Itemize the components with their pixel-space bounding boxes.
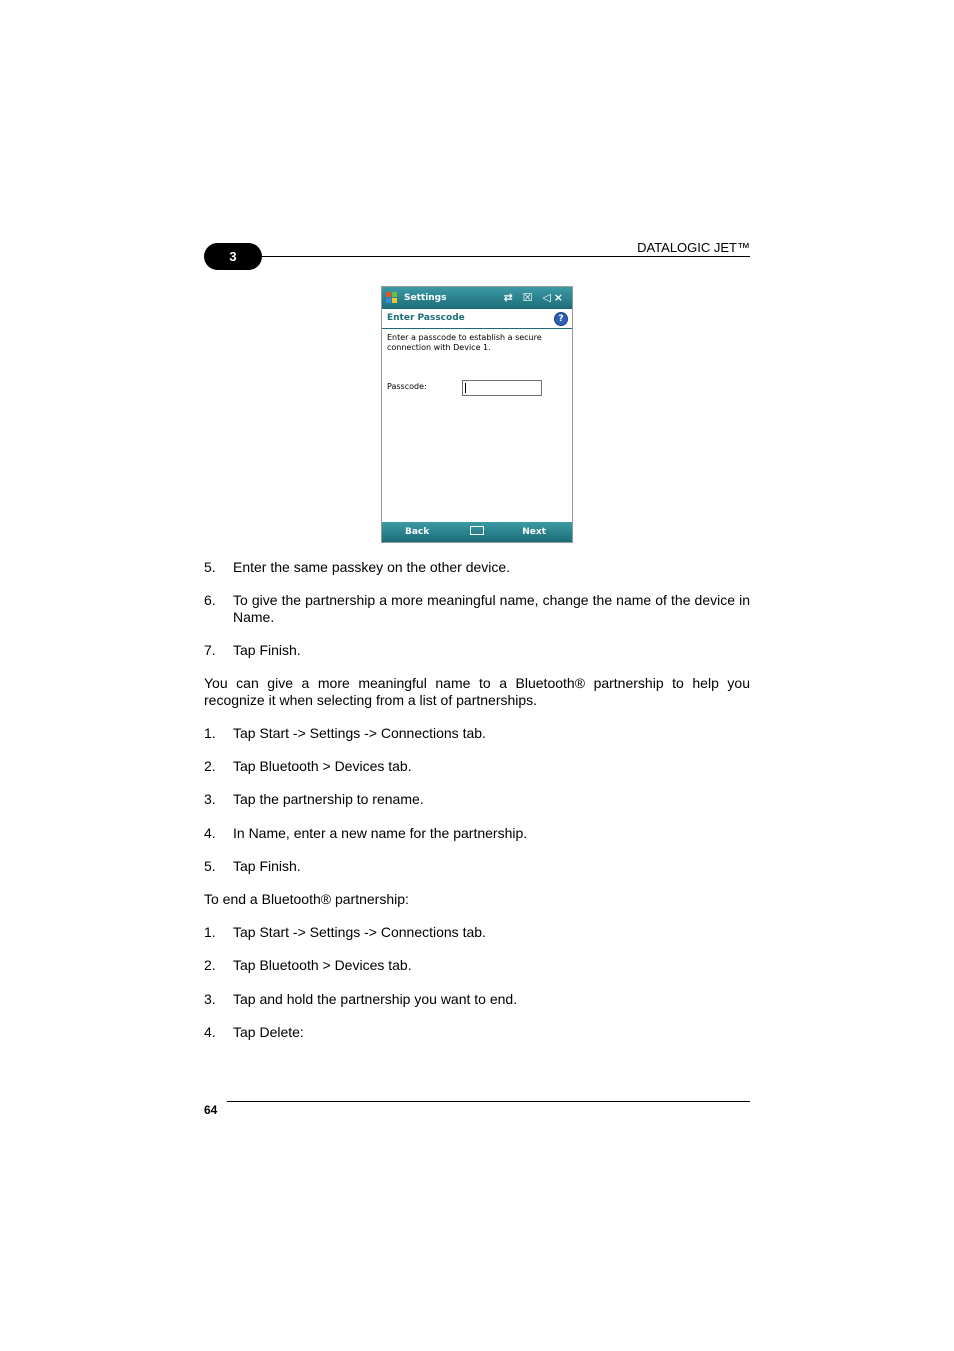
footer-rule [227,1101,750,1102]
back-softkey[interactable]: Back [405,527,430,537]
step-text: Tap the partnership to rename. [233,791,424,807]
step-number: 2. [204,758,216,774]
step-number: 2. [204,957,216,973]
step-number: 4. [204,825,216,841]
step-text: Tap Bluetooth > Devices tab. [233,758,412,774]
step-number: 5. [204,559,216,575]
step-text: Tap and hold the partnership you want to end. [233,991,518,1007]
windows-start-icon[interactable] [386,292,398,304]
help-icon[interactable]: ? [554,312,568,326]
status-icons[interactable]: ⇄ ☒ ◁× [503,291,566,304]
step-text: Tap Delete: [233,1024,304,1040]
paragraph-rename: You can give a more meaningful name to a Bluetooth® partnership to help you recognize it when selecting from a list of partnerships. [204,675,750,708]
next-softkey[interactable]: Next [522,527,546,537]
step-number: 1. [204,725,216,741]
chapter-badge: 3 [204,243,262,270]
dialog-subheader [382,309,572,329]
step-text: Tap Finish. [233,642,301,658]
step-number: 3. [204,791,216,807]
step-number: 5. [204,858,216,874]
step-text: Tap Start -> Settings -> Connections tab. [233,725,486,741]
header-rule [262,256,750,257]
text-caret [465,383,466,393]
keyboard-icon[interactable] [470,526,484,535]
step-number: 6. [204,592,216,608]
softkey-bar [382,522,572,542]
paragraph-end: To end a Bluetooth® partnership: [204,891,409,907]
step-text: Enter the same passkey on the other device. [233,559,511,575]
step-number: 1. [204,924,216,940]
passcode-input[interactable] [462,380,542,396]
step-number: 3. [204,991,216,1007]
header-title: DATALOGIC JET™ [637,240,750,255]
dialog-title: Enter Passcode [387,313,465,323]
step-text: In Name, enter a new name for the partnership. [233,825,528,841]
step-number: 4. [204,1024,216,1040]
step-text: Tap Finish. [233,858,301,874]
app-title: Settings [404,293,447,303]
step-text: Tap Bluetooth > Devices tab. [233,957,412,973]
step-number: 7. [204,642,216,658]
device-titlebar [382,287,572,309]
page-number: 64 [204,1103,218,1117]
dialog-message: Enter a passcode to establish a secure connection with Device 1. [387,333,542,352]
passcode-label: Passcode: [387,382,427,391]
step-text: Tap Start -> Settings -> Connections tab. [233,924,486,940]
step-text: To give the partnership a more meaningful name, change the name of the device in Name. [233,592,750,625]
device-screenshot [381,286,573,543]
